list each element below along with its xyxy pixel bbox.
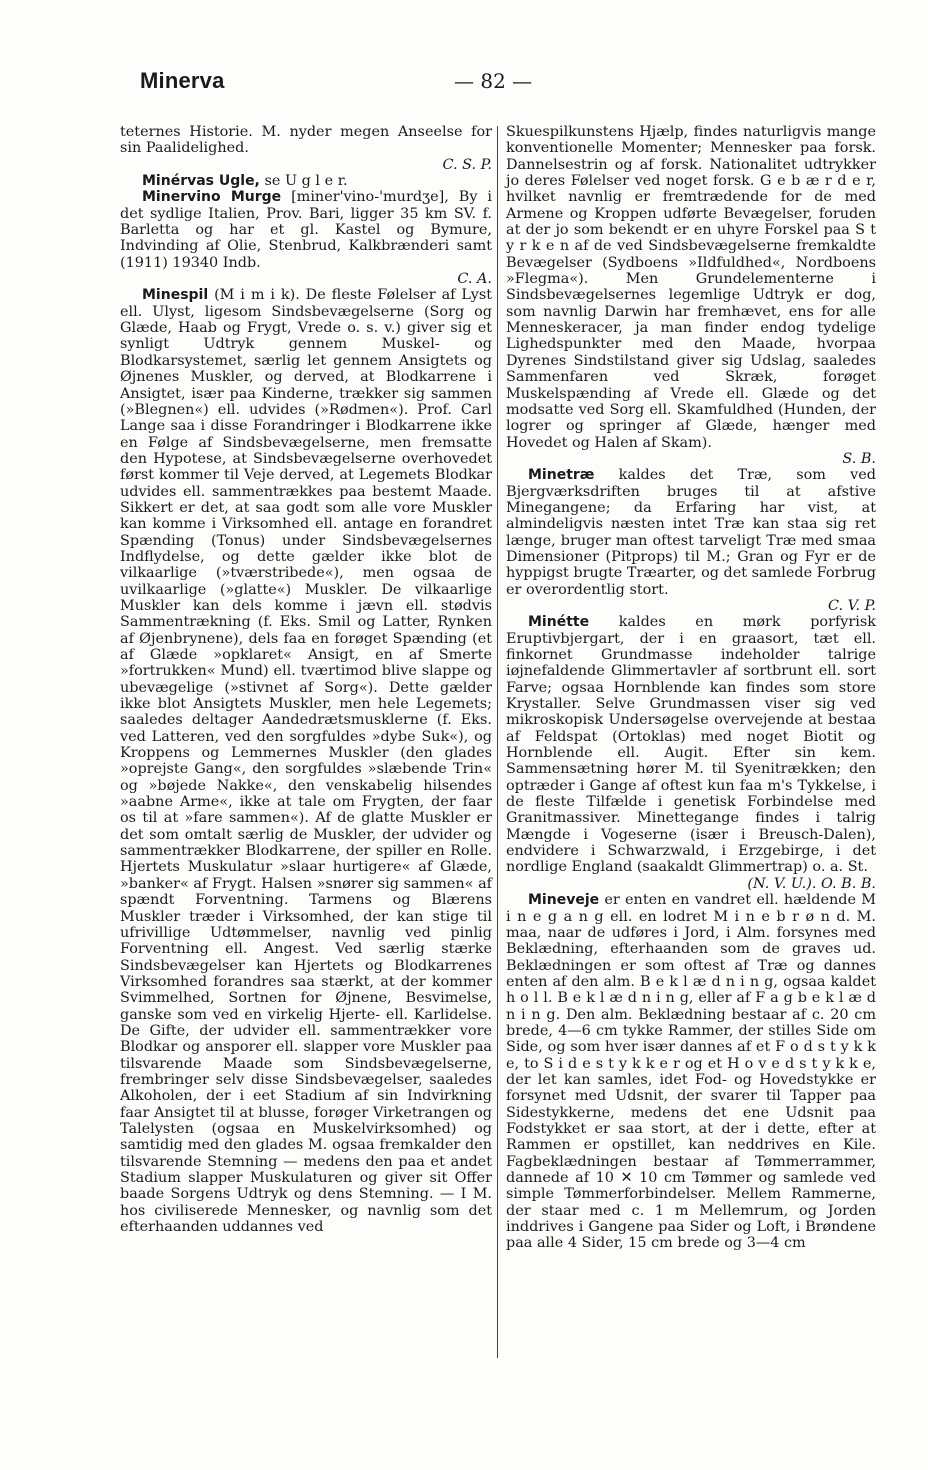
entry-text: (M i m i k). De fleste Følelser af Lyst ell. Ulyst, ligesom Sindsbevægelserne (Sorg og Glæde, Haab og Frygt, Vrede o. s. v.) giver sig et synligt Udtryk gennem Muskel- og Blodkarsystemet, særlig let gennem Ansigtets og Øjnenes Muskler, og derved, at Blodkarrene i Ansigtet, især paa Kinderne, trækker sig sammen (»Blegnen«) ell. udvides (»Rødmen«). Prof. Carl Lange saa i disse Forandringer i Blodkarrene ikke en Følge af Sindsbevægelserne, men fremsatte den Hypotese, at Sindsbevægelserne overhovedet først kommer til Veje derved, at Legemets Blodkar udvides ell. sammentrækkes paa bestemt Maade. Sikkert er det, at saa godt som alle vore Muskler kan komme i Virksomhed ell. antage en forandret Spænding (Tonus) under Sindsbevægelsernes Indflydelse, og dette gælder ikke blot de vilkaarlige (»tværstribede«), men ogsaa de uvilkaarlige (»glatte«) Muskler. De vilkaarlige Muskler kan dels komme i jævn ell. stødvis Sammentrækning (f. Eks. Smil og Latter, Rynken af Øjenbrynene), dels faa en forøget Spænding (et af Glæde »opklaret« Ansigt, en af Smerte »fortrukken« Mund) ell. tværtimod blive slappe og ubevægelige (»stivnet af Sorg«). Dette gælder ikke blot Ansigtets Muskler, men hele Legemets; saaledes deltager Aandedrætsmusklerne (f. Eks. ved Latteren, ved den sorgfuldes »dybe Suk«), og Kroppens og Lemmernes Muskler (den glades »oprejste Gang«, den sorgfuldes »slæbende Trin« og »bøjede Nakke«, den venskabelig hilsendes »aabne Arme«, ikke at tale om Frygten, der faar os til at »fare sammen«). Af de glatte Muskler er det som omtalt særlig de Muskler, der udvider og sammentrækker Blodkarrene, der spiller en Rolle. Hjertets Muskulatur »slaar hurtigere« af Glæde, »banker« af Frygt. Halsen »snører sig sammen« af spændt Forventning. Tarmens og Blærens Muskler træder i Virksomhed, der kan stige til ufrivillige Udtømmelser, navnlig ved pinlig Forventning ell. Angest. Ved særlig stærke Sindsbevægelser kan Hjertets og Blodkarrenes Virksomhed forandres saa stærkt, at der kommer Svimmelhed, Sortnen for Øjnene, Besvimelse, ganske som ved en virkelig Hjerte- ell. Karlidelse. De Gifte, der udvider ell. sammentrækker vore Blodkar og ansporer ell. slapper vore Muskler paa tilsvarende Maade som Sindsbevægelserne, frembringer selv disse Sindsbevægelser, saaledes Alkoholen, der i eet Stadium af sin Indvirkning faar Ansigtet til at blusse, forøger Virketrangen og Talelysten (ogsaa en Muskelvirksomhed) og samtidig med den glades M. ogsaa fremkalder den tilsvarende Stemning — medens den paa et andet Stadium slapper Muskulaturen og giver sit Offer baade Sorgens Udtryk og dens Stemning. — I M. hos civiliserede Mennesker, og navnlig som det efterhaanden uddannes ved [120,287,492,1236]
entry-headword: Minervino Murge [142,189,282,206]
entry-signature: C. V. P. [827,597,876,614]
entry-text: er enten en vandret ell. hældende M i n e g a n g ell. en lodret M i n e b r ø n d. M. maa, naar de udføres i Jord, i Alm. forsynes med Beklædning, efterhaanden som de graves ud. Beklædningen er som oftest af Træ og dannes enten af den alm. B e k l æ d n i n g, ogsaa kaldet h o l l. B e k l æ d n i n g, eller af F a g b e k l æ d n i n g. Den alm. Beklædning bestaar af c. 20 cm brede, 4—6 cm tykke Rammer, der stilles Side om Side, og som hver især dannes af et F o d s t y k k e, to S i d e s t y k k e r og et H o v e d s t y k k e, der let kan samles, idet Fod- og Hovedstykke er forsynet med Udsnit, der svarer til Tapper paa Sidestykkerne, medens det ene Udsnit paa Fodstykket er saa stort, at der i dette, efter at Rammen er opstillet, kan neddrives en Kile. Fagbeklædningen bestaar af Tømmerrammer, dannede af 10 ✕ 10 cm Tømmer og samlede ved simple Tømmerforbindelser. Mellem Rammerne, der staar med c. 1 m Mellemrum, og Jorden inddrives i Gangene paa Sider og Loft, i Brøndene paa alle 4 Sider, 15 cm brede og 3—4 cm [506,892,876,1252]
entry-text: kaldes en mørk porfyrisk Eruptivbjergart, der i en graasort, tæt ell. finkornet Grundmasse indeholder talrige iøjnefaldende Glimmertavler af sortbrunt ell. sort Farve; ogsaa Hornblende kan findes som store Krystaller. Selve Grundmassen viser sig ved mikroskopisk Undersøgelse overvejende at bestaa af Feldspat (Ortoklas) med noget Biotit og Hornblende ell. Augit. Efter sin kem. Sammensætning hører M. til Syenitrækken; den optræder i Gange af oftest kun faa m's Tykkelse, i de fleste Tilfælde i genetisk Forbindelse med Granitmassiver. Minettegange findes i talrig Mængde i Vogeserne (især i Breusch-Dalen), endvidere i Schwarzwald, i Erzgebirge, i det nordlige England (saakaldt Glimmertrap) o. a. St. [506,614,876,876]
entry-headword: Minespil [142,287,209,304]
entry-mineveje [506,892,876,1252]
entry-signature: (N. V. U.). O. B. B. [747,875,876,892]
entry-signature: S. B. [842,450,876,467]
entry-minette [506,614,876,892]
page-header [140,68,822,98]
entry-continuation [120,124,492,173]
entry-text: [miner'vino-'murdʒe], By i det sydlige Italien, Prov. Bari, ligger 35 km SV. f. Barletta og har et gl. Kastel og Bymure, Indvinding af Olie, Stenbrud, Kalkbrænderi samt (1911) 19340 Indb. [120,189,492,271]
entry-continuation [506,124,876,467]
entry-headword: Minétte [528,614,590,631]
column-divider [497,126,498,1358]
entry-text: Skuespilkunstens Hjælp, findes naturligvis mange konventionelle Momenter; Mennesker paa forsk. Dannelsestrin og af forsk. Nationalitet udtrykker jo deres Følelser ved noget forsk. G e b æ r d e r, hvilket navnlig er fremtrædende for de med Armene og Kroppen udførte Bevægelser, foruden at der jo som bekendt er en uhyre Forskel paa S t y r k e n af de ved Sindsbevægelserne fremkaldte Bevægelser (Sydboens »Ildfuldhed«, Nordboens »Flegma«). Men Grundelementerne i Sindsbevægelsernes legemlige Udtryk er dog, som navnlig Darwin har fremhævet, ens for alle Menneskeracer, ja man finder endog tydelige Lighedspunkter med den Maade, hvorpaa Dyrenes Sindstilstand giver sig Udslag, saaledes Sammenfaren ved Skræk, forøget Muskelspænding af Vrede ell. Glæde og det modsatte ved Sorg ell. Skamfuldhed (Hunden, der logrer og springer af Glæde, hænger med Hovedet og Halen af Skam). [506,124,876,451]
left-column [120,124,492,1235]
entry-minervas-ugle [120,173,492,189]
entry-signature: C. A. [457,271,492,288]
entry-text: kaldes det Træ, som ved Bjergværksdriften bruges til at afstive Minegangene; da Erfaring har vist, at almindeligvis næsten intet Træ kan staa sig ret længe, bruger man oftest tarveligt Træ med smaa Dimensioner (Pitprops) til M.; Gran og Fyr er de hyppigst brugte Træarter, og det samlede Forbrug er overordentlig stort. [506,467,876,598]
entry-minervino-murge [120,189,492,287]
entry-minespil [120,287,492,1235]
page-number: — 82 — [454,69,533,93]
entry-headword: Mineveje [528,892,600,909]
right-column [506,124,876,1252]
entry-signature: C. S. P. [442,156,492,173]
entry-headword: Minérvas Ugle, [142,173,260,190]
entry-minetrae [506,467,876,614]
entry-text: se U g l e r. [264,173,348,190]
entry-headword: Minetræ [528,467,595,484]
running-title: Minerva [140,68,225,93]
entry-text: teternes Historie. M. nyder megen Anseelse for sin Paalidelighed. [120,124,492,157]
